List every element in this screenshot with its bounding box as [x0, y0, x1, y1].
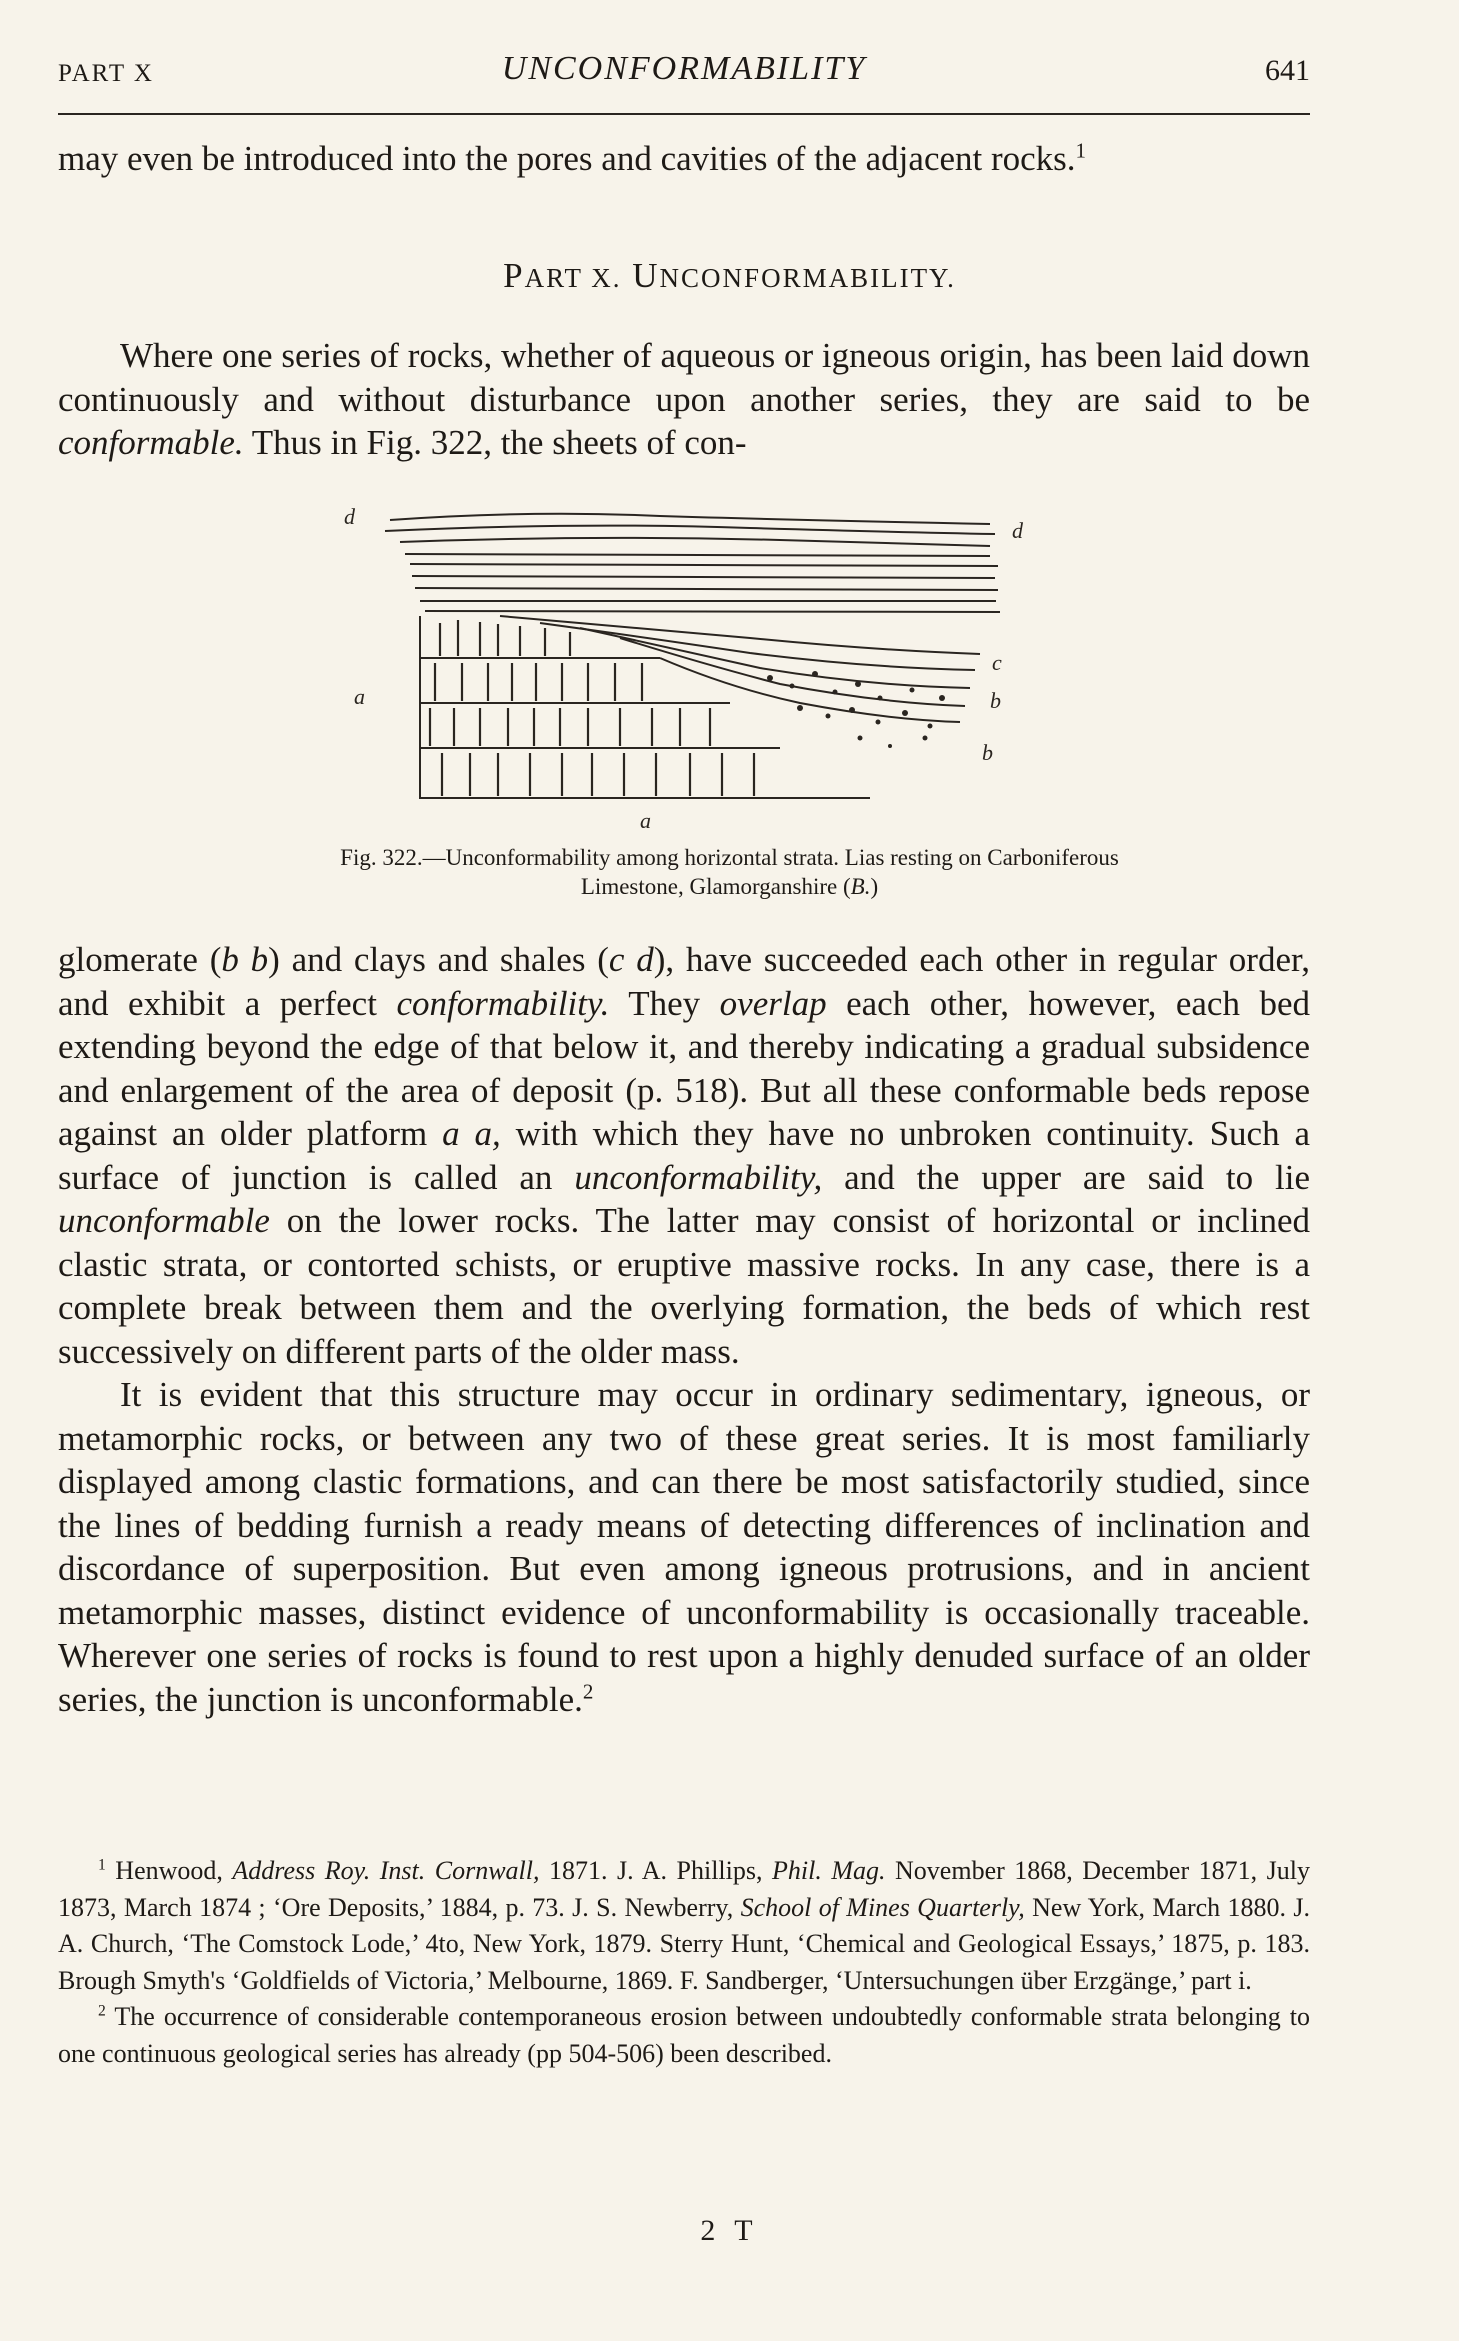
figure-label-d-left: d — [344, 504, 355, 529]
figure-label-a-bottom: a — [640, 808, 651, 833]
intro-paragraph: may even be introduced into the pores and cavities of the adjacent rocks.$^1$ — [58, 138, 1087, 178]
header-title: UNCONFORMABILITY — [501, 50, 867, 87]
bed-line — [385, 526, 995, 534]
figure-322 — [330, 498, 1050, 833]
figure-label-b-1: b — [990, 688, 1001, 713]
footnote-ref-2: 2 — [582, 1678, 594, 1703]
footnotes — [58, 1853, 1310, 2072]
header-part: PART X — [58, 60, 154, 87]
bed-line — [410, 564, 998, 566]
signature-mark: 2 T — [700, 2214, 759, 2247]
paragraph-2 — [58, 938, 1310, 1721]
bed-line — [540, 623, 975, 670]
paragraph-3-text: It is evident that this structure may occur in ordinary sedimentary, igneous, or metamorphic rocks, or between any two of these great series. It is most familiarly displayed among clastic formations, and can there be most satisfactorily studied, since the lines of bedding furnish a ready means of detecting differences of inclination and discordance of superposition. But even among igneous protrusions, and in ancient metamorphic masses, distinct evidence of unconformability is occasionally traceable. Wherever one series of rocks is found to rest upon a highly denuded surface of an older series, the junction is unconformable.$^2$ — [58, 1375, 1310, 1719]
figure-label-b-2: b — [982, 740, 993, 765]
bed-line — [390, 514, 990, 524]
bed-line — [425, 611, 1000, 612]
bed-line — [415, 588, 998, 590]
section-title-word: UNCONFORMABILITY. — [632, 256, 956, 295]
footnote-1: $^1$ Henwood, Address Roy. Inst. Cornwall, 1871. J. A. Phillips, Phil. Mag. November 1868, December 1871, July 1873, March 1874 ; ‘Ore Deposits,’ 1884, p. 73. J. S. Newberry, School of Mines Quarterly, New York, March 1880. J. A. Church, ‘The Comstock Lode,’ 4to, New York, 1879. Sterry Hunt, ‘Chemical and Geological Essays,’ 1875, p. 183. Brough Smyth's ‘Goldfields of Victoria,’ Melbourne, 1869. F. Sandberger, ‘Untersuchungen über Erzgänge,’ part i. — [58, 1856, 1311, 1995]
intro-fragment — [58, 137, 1310, 181]
footnote-ref-1: 1 — [1075, 138, 1087, 163]
bed-line — [412, 576, 995, 578]
bed-line — [405, 554, 990, 556]
section-part: PART X. — [503, 256, 622, 295]
figure-label-c: c — [992, 650, 1002, 675]
bed-line — [500, 616, 980, 654]
paragraph-1 — [58, 334, 1310, 465]
bed-line — [400, 538, 990, 546]
paragraph-1-text: Where one series of rocks, whether of aqueous or igneous origin, has been laid down continuously and without disturbance upon another series, they are said to be conformable. Thus in Fig. 322, the sheets of con- — [58, 336, 1310, 462]
footnote-2: $^2$ The occurrence of considerable contemporaneous erosion between undoubtedly conformable strata belonging to one continuous geological series has already (pp 504-506) been described. — [58, 2002, 1310, 2068]
caption-line-1: Fig. 322.—Unconformability among horizontal strata. Lias resting on Carboniferous — [340, 845, 1119, 870]
running-header — [58, 50, 1310, 110]
figure-label-d-right: d — [1012, 518, 1023, 543]
page-number: 641 — [1265, 54, 1310, 87]
paragraph-2-text: glomerate (b b) and clays and shales (c d), have succeeded each other in regular order, and exhibit a perfect conformability. They overlap each other, however, each bed extending beyond the edge of that below it, and thereby indicating a gradual subsidence and enlargement of the area of deposit (p. 518). But all these conformable beds repose against an older platform a a, with which they have no unbroken continuity. Such a surface of junction is called an unconformability, and the upper are said to lie unconformable on the lower rocks. The latter may consist of horizontal or inclined clastic strata, or contorted schists, or eruptive massive rocks. In any case, there is a complete break between them and the overlying formation, the beds of which rest successively on different parts of the older mass. — [58, 940, 1310, 1371]
figure-label-a-left: a — [354, 684, 365, 709]
figure-caption — [0, 843, 1459, 901]
section-heading — [0, 256, 1459, 296]
header-rule — [58, 113, 1310, 115]
caption-line-2: Limestone, Glamorganshire (B.) — [580, 874, 879, 899]
